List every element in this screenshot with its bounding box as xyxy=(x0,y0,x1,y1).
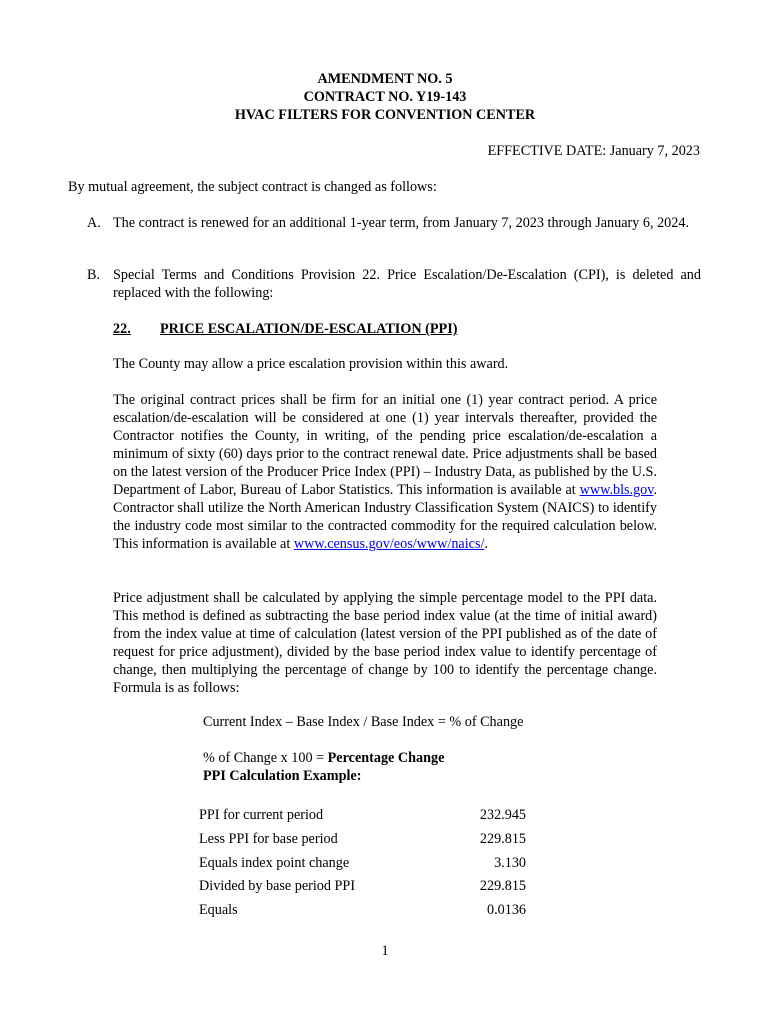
row-value: 229.815 xyxy=(479,878,526,894)
formula-line: Current Index – Base Index / Base Index = % of Change xyxy=(203,714,524,730)
amendment-title: AMENDMENT NO. 5 xyxy=(317,71,453,87)
row-label: Less PPI for base period xyxy=(199,831,338,847)
table-row xyxy=(199,901,526,921)
effective-date: EFFECTIVE DATE: January 7, 2023 xyxy=(487,143,700,159)
row-value: 0.0136 xyxy=(486,902,526,918)
list-item-text: Special Terms and Conditions Provision 22. Price Escalation/De-Escalation (CPI), is deleted and replaced with the following: xyxy=(113,267,701,301)
table-row xyxy=(199,877,526,897)
list-item-letter: A. xyxy=(87,215,101,231)
section-number: 22. xyxy=(113,321,131,337)
contract-number: CONTRACT NO. Y19-143 xyxy=(303,89,467,105)
row-label: Divided by base period PPI xyxy=(199,878,356,894)
row-label: Equals xyxy=(199,902,238,918)
paragraph-text: . xyxy=(484,536,488,552)
paragraph-text: The original contract prices shall be firm for an initial one (1) year contract period. A price escalation/de-escalation will be considered at one (1) year intervals thereafter, provided the Contractor notifies the County, in writing, of the pending price escalation/de-escalation a minimum of sixty (60) days prior to the contract renewal date. Price adjustments shall be based on the latest version of the Producer Price Index (PPI) – Industry Data, as published by the U.S. Department of Labor, Bureau of Labor Statistics. This information is available at xyxy=(113,392,657,498)
paragraph-text: . Contractor shall utilize the North American Industry Classification System (NAICS) to identify the industry code most similar to the contracted commodity for the required calculation below. This information is available at xyxy=(113,482,657,552)
list-item-letter: B. xyxy=(87,267,101,283)
section-title: PRICE ESCALATION/DE-ESCALATION (PPI) xyxy=(160,321,458,337)
row-value: 232.945 xyxy=(479,807,526,823)
section-paragraph: Price adjustment shall be calculated by applying the simple percentage model to the PPI data. This method is defined as subtracting the base period index value (at the time of initial award) from the index value at time of calculation (latest version of the PPI published as of the date of request for price adjustment), divided by the base period index value to identify percentage of change, then multiplying the percentage of change by 100 to identify the percentage change. Formula is as follows: xyxy=(113,590,657,696)
row-value: 229.815 xyxy=(479,831,526,847)
table-row xyxy=(199,806,526,826)
example-title: PPI Calculation Example: xyxy=(203,768,362,784)
table-row xyxy=(199,854,526,874)
page-number: 1 xyxy=(381,943,389,959)
section-paragraph xyxy=(113,391,657,553)
section-paragraph: The County may allow a price escalation provision within this award. xyxy=(113,356,509,372)
bls-link[interactable]: www.bls.gov xyxy=(579,482,654,498)
intro-text: By mutual agreement, the subject contract is changed as follows: xyxy=(68,179,437,195)
formula-result: Percentage Change xyxy=(327,750,445,766)
formula-line xyxy=(203,749,444,767)
row-value: 3.130 xyxy=(494,855,526,871)
contract-title: HVAC FILTERS FOR CONVENTION CENTER xyxy=(234,107,536,123)
row-label: PPI for current period xyxy=(199,807,324,823)
formula-text: % of Change x 100 = xyxy=(203,750,328,766)
table-row xyxy=(199,830,526,850)
census-naics-link[interactable]: www.census.gov/eos/www/naics/ xyxy=(293,536,485,552)
list-item-text: The contract is renewed for an additional 1-year term, from January 7, 2023 through January 6, 2024. xyxy=(113,215,689,231)
row-label: Equals index point change xyxy=(199,855,350,871)
